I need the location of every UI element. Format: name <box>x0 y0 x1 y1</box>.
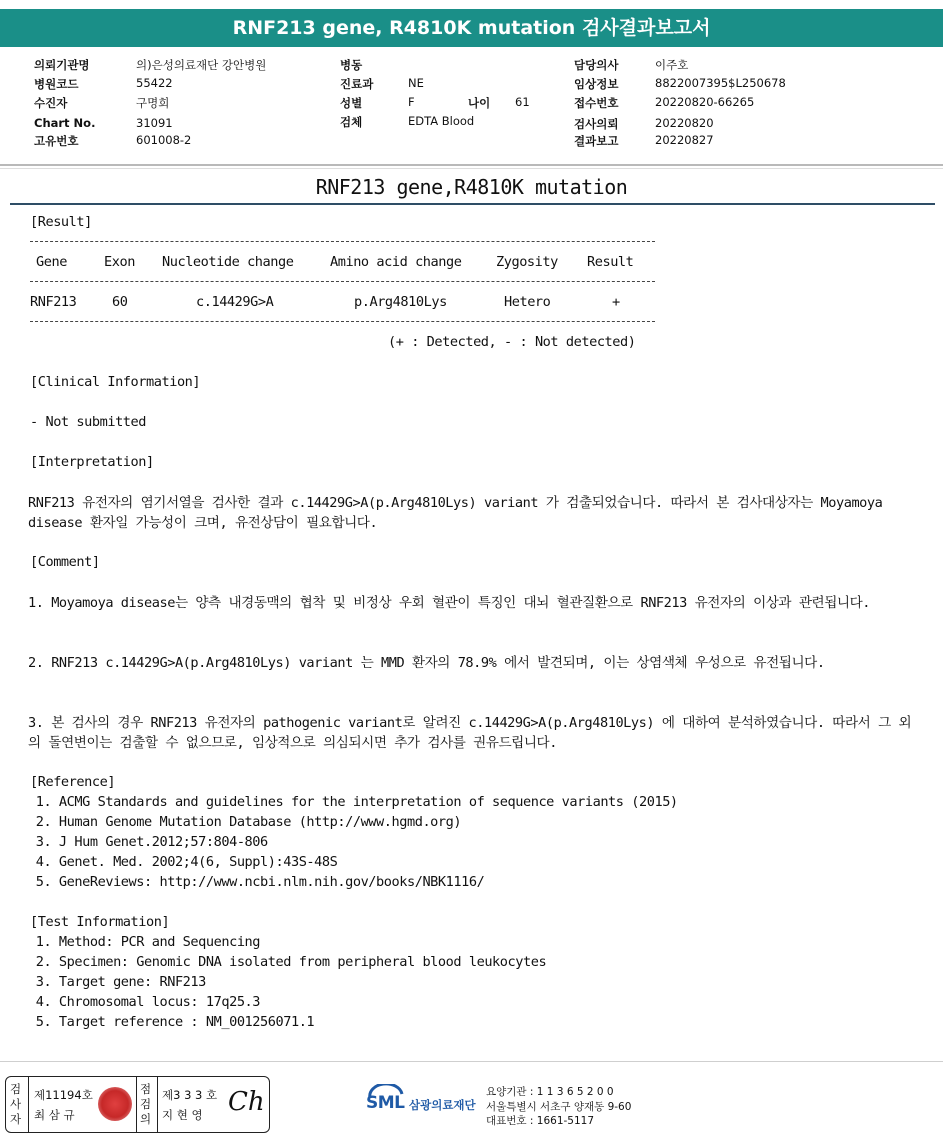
dept-value: NE <box>408 76 424 90</box>
sex-label: 성별 <box>340 96 363 110</box>
reference-section-heading: [Reference] <box>30 774 116 790</box>
cell-exon: 60 <box>112 294 128 310</box>
result-section-heading: [Result] <box>30 214 92 230</box>
reference-item: 1. ACMG Standards and guidelines for the interpretation of sequence variants (2015) <box>28 794 678 810</box>
reference-item: 4. Genet. Med. 2002;4(6, Suppl):43S-48S <box>28 854 338 870</box>
inspector-label-char: 자 <box>10 1112 22 1126</box>
col-header-zygosity: Zygosity <box>496 254 558 270</box>
test-info-item: 5. Target reference : NM_001256071.1 <box>28 1014 315 1030</box>
sex-value: F <box>408 95 415 109</box>
interpretation-text: RNF213 유전자의 염기서열을 검사한 결과 c.14429G>A(p.Arg4810Lys) variant 가 검출되었습니다. 따라서 본 검사대상자는 Moyamoya disease 환자일 가능성이 크며, 유전상담이 필요합니다. <box>28 495 883 531</box>
specimen-label: 검체 <box>340 115 363 129</box>
cell-gene: RNF213 <box>30 294 77 310</box>
patient-info-panel <box>0 54 943 164</box>
result-legend: (+ : Detected, - : Not detected) <box>388 334 636 350</box>
reviewer-label-char: 검 <box>140 1097 152 1111</box>
signature-divider <box>28 1077 29 1132</box>
reviewer-license: 제3 3 3 호 <box>162 1088 218 1102</box>
report-title: RNF213 gene,R4810K mutation <box>315 175 628 199</box>
col-header-amino-acid: Amino acid change <box>330 254 462 270</box>
reference-item: 5. GeneReviews: http://www.ncbi.nlm.nih.gov/books/NBK1116/ <box>28 874 485 890</box>
inspector-label-char: 사 <box>10 1097 22 1111</box>
inspector-license: 제11194호 <box>34 1088 93 1102</box>
inspector-name: 최 삼 규 <box>34 1108 75 1122</box>
clinical-info-value: 8822007395$L250678 <box>655 76 786 90</box>
org-code: 요양기관 : 1 1 3 6 5 2 0 0 <box>486 1086 614 1098</box>
chart-no-label: Chart No. <box>34 116 96 130</box>
age-value: 61 <box>515 95 530 109</box>
hospital-code-value: 55422 <box>136 76 173 90</box>
info-divider <box>0 164 943 166</box>
chart-no-value: 31091 <box>136 116 173 130</box>
reviewer-label-char: 의 <box>140 1112 152 1126</box>
comment-item: 2. RNF213 c.14429G>A(p.Arg4810Lys) variant 는 MMD 환자의 78.9% 에서 발견되며, 이는 상염색체 우성으로 유전됩니다. <box>28 655 825 671</box>
org-name: 삼광의료재단 <box>409 1098 476 1112</box>
signature-box <box>5 1076 270 1133</box>
col-header-result: Result <box>587 254 634 270</box>
receipt-no-value: 20220820-66265 <box>655 95 755 109</box>
seal-stamp <box>98 1087 132 1121</box>
reviewer-label-char: 점 <box>140 1082 152 1096</box>
patient-label: 수진자 <box>34 96 68 110</box>
institution-label: 의뢰기관명 <box>34 58 90 72</box>
interpretation-section-heading: [Interpretation] <box>30 454 154 470</box>
specimen-value: EDTA Blood <box>408 114 475 128</box>
clinical-text: - Not submitted <box>30 414 147 430</box>
col-header-gene: Gene <box>36 254 67 270</box>
test-info-item: 4. Chromosomal locus: 17q25.3 <box>28 994 261 1010</box>
report-header-title: RNF213 gene, R4810K mutation 검사결과보고서 <box>0 9 943 47</box>
patient-value: 구명희 <box>136 96 170 110</box>
cell-amino-acid: p.Arg4810Lys <box>354 294 447 310</box>
cell-nucleotide: c.14429G>A <box>196 294 274 310</box>
clinical-section-heading: [Clinical Information] <box>30 374 201 390</box>
hospital-code-label: 병원코드 <box>34 77 79 91</box>
test-info-section-heading: [Test Information] <box>30 914 170 930</box>
org-address: 서울특별시 서초구 양재동 9-60 <box>486 1101 632 1113</box>
title-underline <box>10 203 935 205</box>
request-date-label: 검사의뢰 <box>574 117 619 131</box>
info-divider-thin <box>0 168 943 169</box>
inspector-label-char: 검 <box>10 1082 22 1096</box>
cell-result: + <box>612 294 620 310</box>
test-info-item: 3. Target gene: RNF213 <box>28 974 206 990</box>
unique-no-value: 601008-2 <box>136 133 192 147</box>
receipt-no-label: 접수번호 <box>574 96 619 110</box>
signature-divider <box>136 1077 137 1132</box>
dept-label: 진료과 <box>340 77 374 91</box>
unique-no-label: 고유번호 <box>34 134 79 148</box>
doctor-label: 담당의사 <box>574 58 619 72</box>
clinical-info-label: 임상정보 <box>574 77 619 91</box>
reviewer-name: 지 현 영 <box>162 1108 203 1122</box>
age-label: 나이 <box>468 96 491 110</box>
reference-item: 3. J Hum Genet.2012;57:804-806 <box>28 834 268 850</box>
result-table-rule-mid <box>30 281 655 282</box>
comment-section-heading: [Comment] <box>30 554 100 570</box>
test-info-item: 2. Specimen: Genomic DNA isolated from peripheral blood leukocytes <box>28 954 547 970</box>
doctor-value: 이주호 <box>655 58 689 72</box>
footer-divider <box>0 1061 943 1062</box>
col-header-nucleotide: Nucleotide change <box>162 254 294 270</box>
signature-divider <box>157 1077 158 1132</box>
test-info-item: 1. Method: PCR and Sequencing <box>28 934 261 950</box>
report-date-value: 20220827 <box>655 133 714 147</box>
handwritten-signature: Ch <box>228 1087 265 1117</box>
result-table-rule-bottom <box>30 321 655 322</box>
ward-label: 병동 <box>340 58 363 72</box>
request-date-value: 20220820 <box>655 116 714 130</box>
report-date-label: 결과보고 <box>574 134 619 148</box>
cell-zygosity: Hetero <box>504 294 551 310</box>
col-header-exon: Exon <box>104 254 135 270</box>
comment-item: 3. 본 검사의 경우 RNF213 유전자의 pathogenic variant로 알려진 c.14429G>A(p.Arg4810Lys) 에 대하여 분석하였습니다. 따라서 그 외의 돌연변이는 검출할 수 없으므로, 임상적으로 의심되시면 추가 검사를 권유드립니다. <box>28 715 912 751</box>
comment-item: 1. Moyamoya disease는 양측 내경동맥의 협착 및 비정상 우회 혈관이 특징인 대뇌 혈관질환으로 RNF213 유전자의 이상과 관련됩니다. <box>28 595 870 611</box>
institution-value: 의)은성의료재단 강안병원 <box>136 58 267 72</box>
result-table-rule-top <box>30 241 655 242</box>
sml-logo-text: SML <box>366 1093 405 1113</box>
reference-item: 2. Human Genome Mutation Database (http://www.hgmd.org) <box>28 814 462 830</box>
org-phone: 대표번호 : 1661-5117 <box>486 1115 595 1127</box>
